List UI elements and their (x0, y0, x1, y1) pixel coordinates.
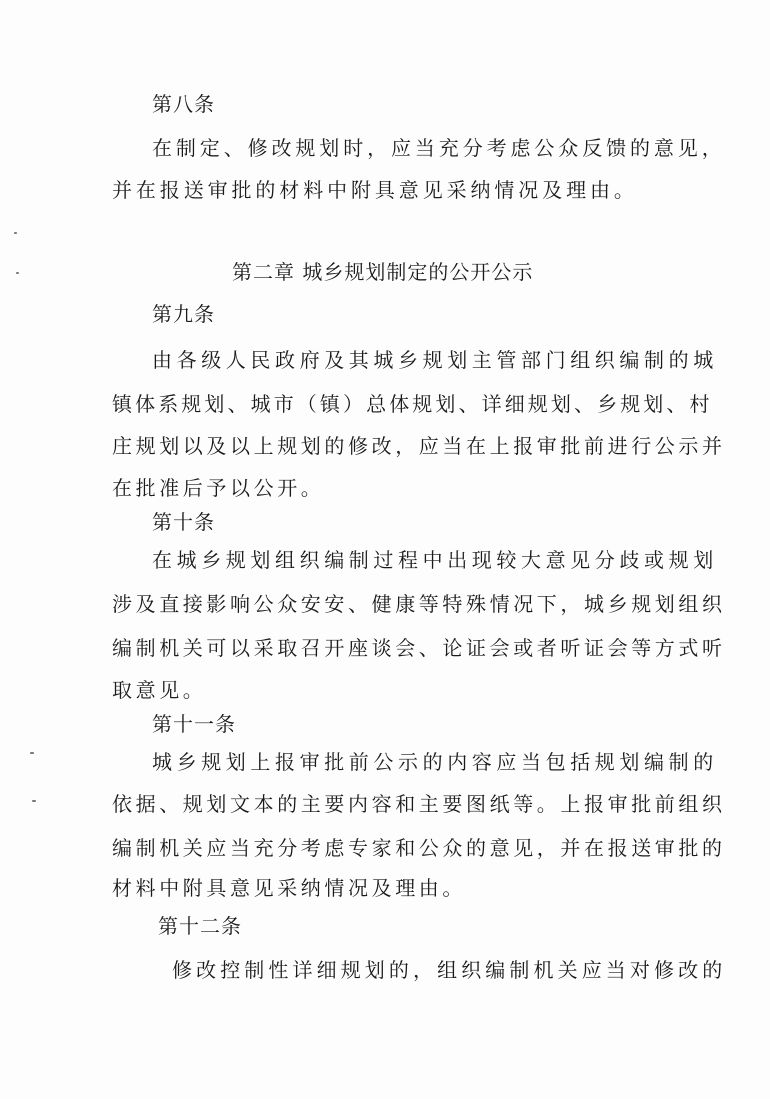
scan-speck (16, 272, 19, 274)
article-11-line: 城乡规划上报审批前公示的内容应当包括规划编制的 (152, 750, 718, 774)
article-12-heading: 第十二条 (158, 914, 242, 938)
article-9-line: 镇体系规划、城市（镇）总体规划、详细规划、乡规划、村 (112, 392, 713, 416)
article-9-line: 在批准后予以公开。 (112, 476, 325, 500)
article-9-heading: 第九条 (152, 302, 215, 326)
article-10-line: 涉及直接影响公众安安、健康等特殊情况下，城乡规划组织 (112, 592, 726, 616)
article-10-line: 取意见。 (112, 678, 207, 702)
article-8-line: 并在报送审批的材料中附具意见采纳情况及理由。 (112, 178, 638, 202)
article-10-line: 在城乡规划组织编制过程中出现较大意见分歧或规划 (152, 548, 718, 572)
article-10-line: 编制机关可以采取召开座谈会、论证会或者听证会等方式听 (112, 636, 726, 660)
article-9-line: 庄规划以及以上规划的修改，应当在上报审批前进行公示并 (112, 434, 726, 458)
article-12-line: 修改控制性详细规划的，组织编制机关应当对修改的 (172, 958, 727, 982)
article-11-line: 依据、规划文本的主要内容和主要图纸等。上报审批前组织 (112, 792, 726, 816)
scan-speck (14, 232, 17, 234)
article-8-heading: 第八条 (152, 92, 215, 116)
article-10-heading: 第十条 (152, 510, 215, 534)
chapter-2-title: 第二章 城乡规划制定的公开公示 (232, 260, 534, 284)
article-9-line: 由各级人民政府及其城乡规划主管部门组织编制的城 (152, 348, 718, 372)
article-11-line: 材料中附具意见采纳情况及理由。 (112, 876, 466, 900)
article-11-heading: 第十一条 (152, 712, 236, 736)
scan-speck (32, 800, 36, 802)
article-8-line: 在制定、修改规划时，应当充分考虑公众反馈的意见， (152, 136, 726, 160)
scan-speck (30, 752, 34, 754)
article-11-line: 编制机关应当充分考虑专家和公众的意见，并在报送审批的 (112, 836, 726, 860)
